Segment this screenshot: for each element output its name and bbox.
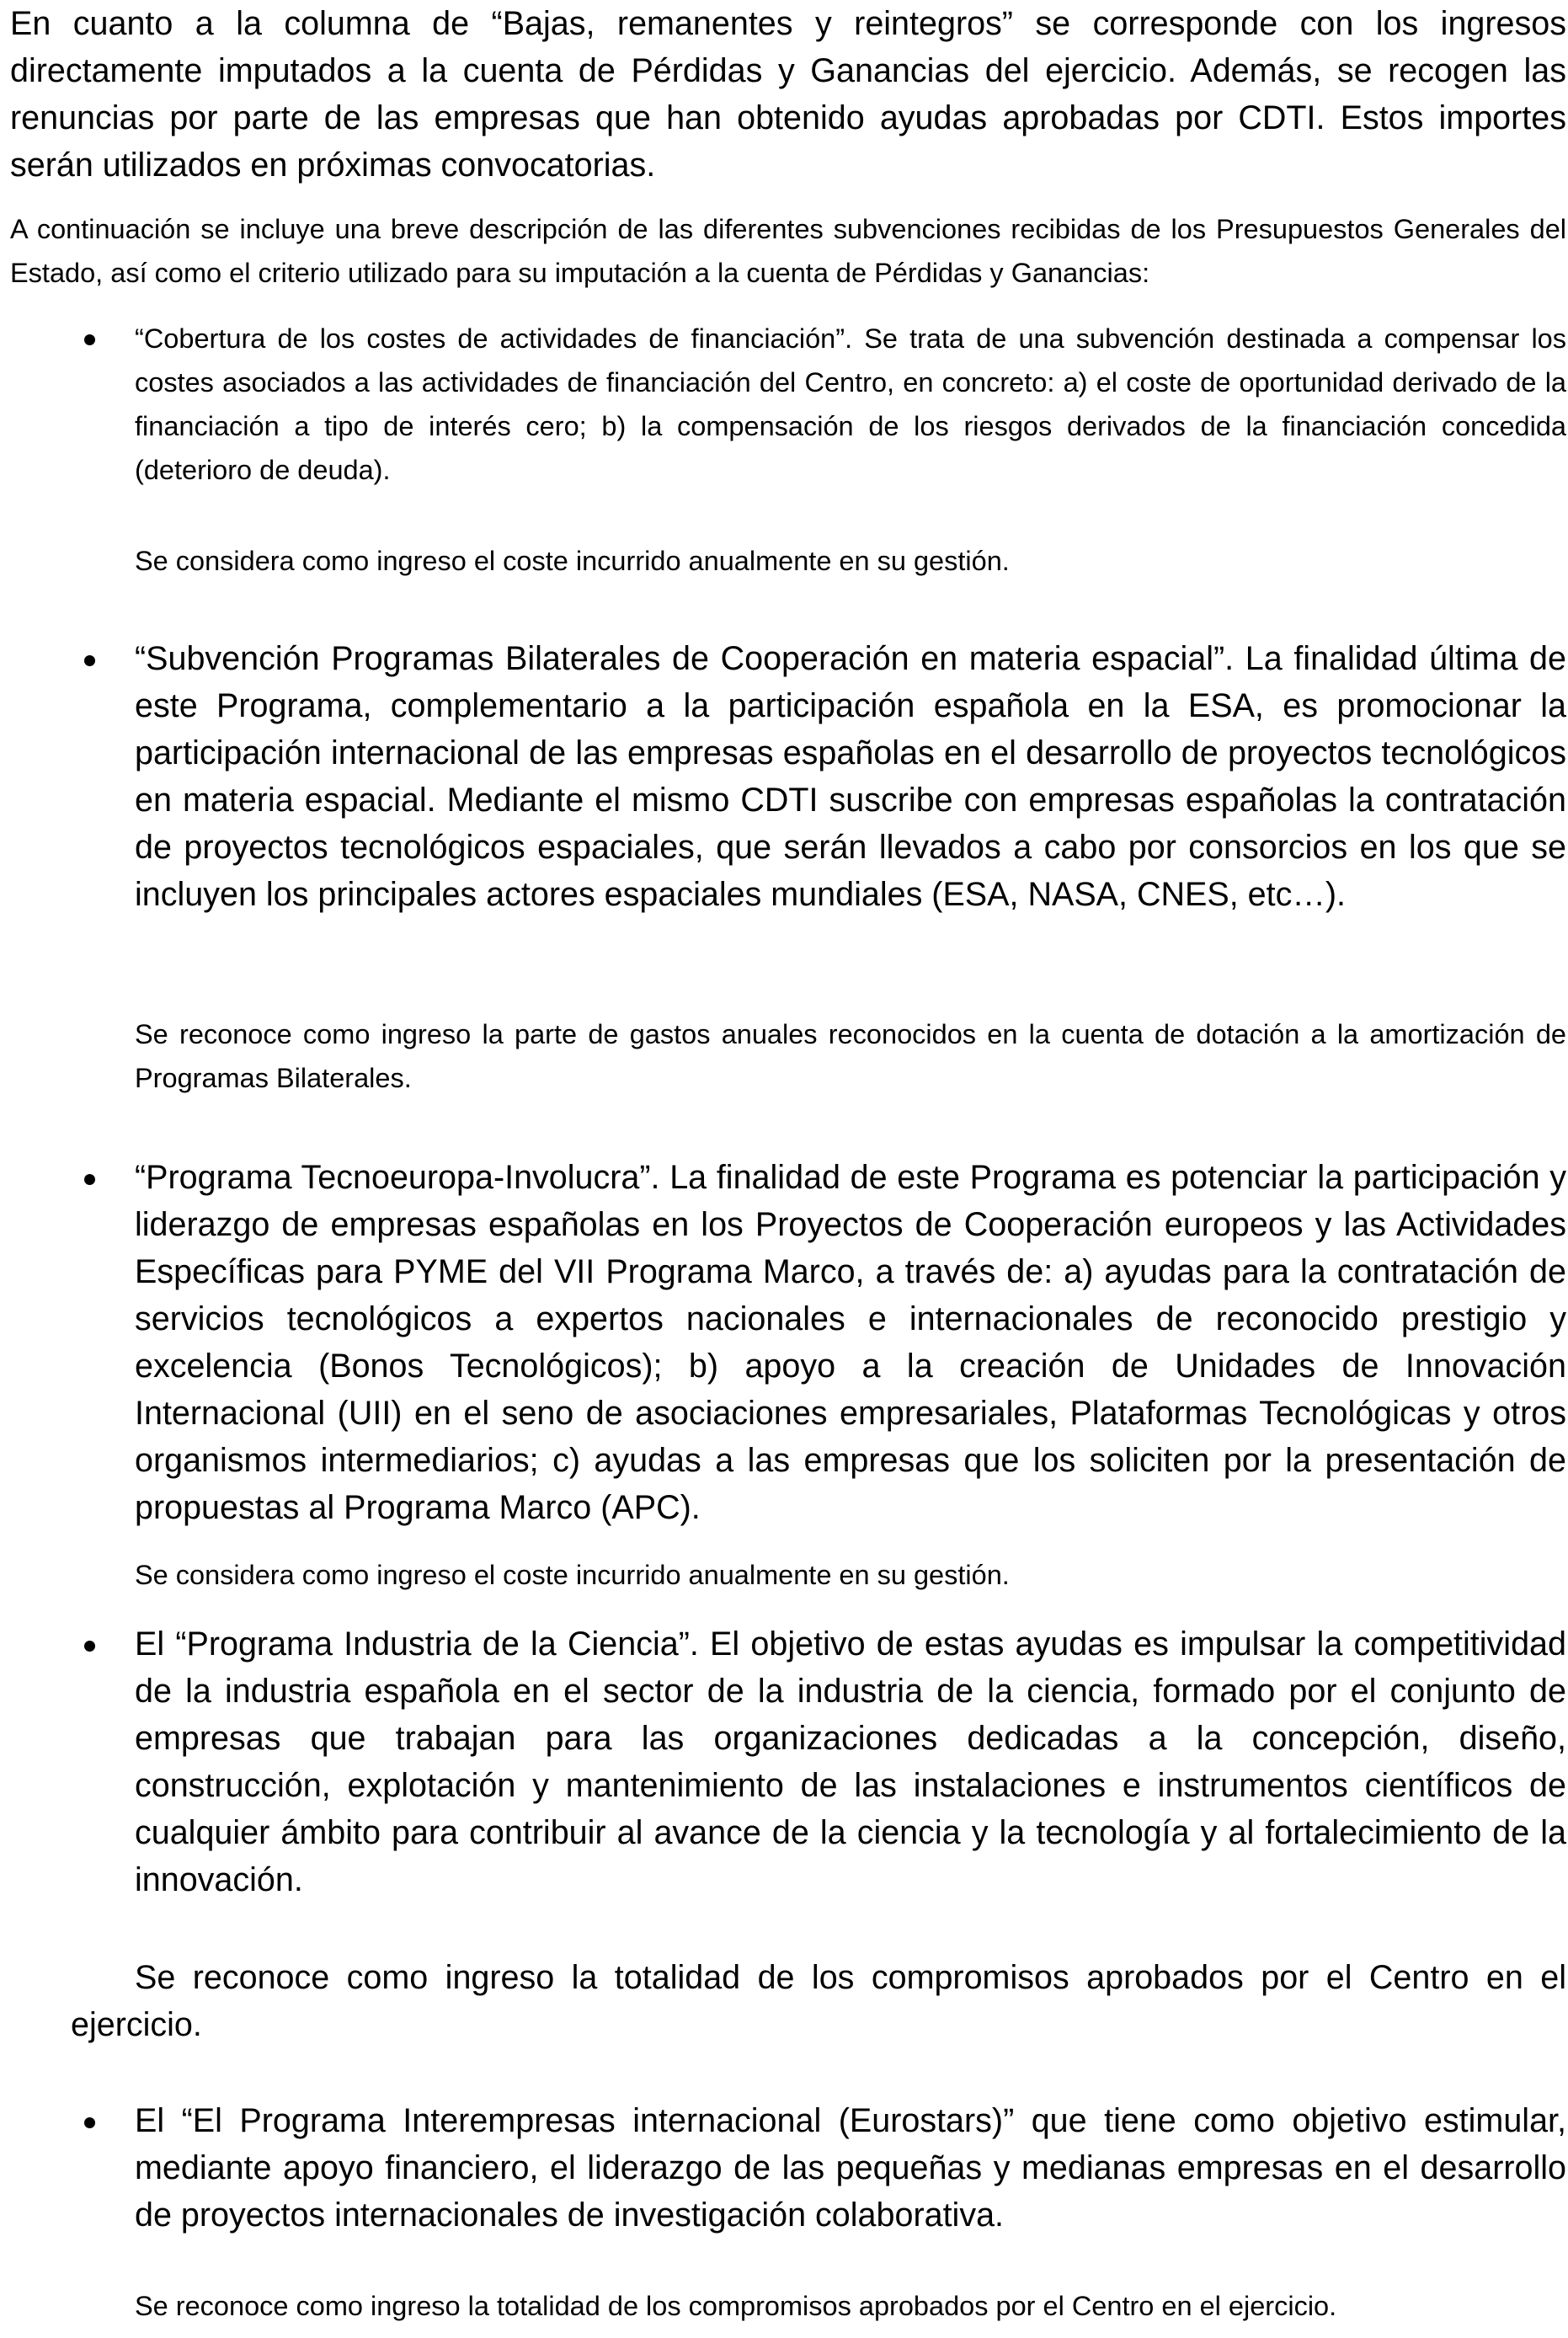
bullet-icon [84, 334, 95, 345]
bullet-icon [84, 655, 95, 666]
bullet-note: Se considera como ingreso el coste incurrido anualmente en su gestión. [135, 546, 1010, 576]
bullet-text: “Subvención Programas Bilaterales de Cooperación en materia espacial”. La finalidad última de este Programa, complementario a la participación española en la ESA, es promocionar la participación internacional de las empresas españolas en el desarrollo de proyectos tecnológicos en materia espacial. Mediante el mismo CDTI suscribe con empresas españolas la contratación de proyectos tecnológicos espaciales, que serán llevados a cabo por consorcios en los que se incluyen los principales actores espaciales mundiales (ESA, NASA, CNES, etc…). [135, 640, 1566, 913]
bullet-note: Se reconoce como ingreso la totalidad de los compromisos aprobados por el Centro en el ejercicio. [71, 1959, 1566, 2043]
bullet-note: Se considera como ingreso el coste incurrido anualmente en su gestión. [135, 1560, 1010, 1590]
bullet-icon [84, 1174, 95, 1185]
bullet-note: Se reconoce como ingreso la totalidad de los compromisos aprobados por el Centro en el ejercicio. [135, 2291, 1337, 2321]
bullet-text: El “Programa Industria de la Ciencia”. El objetivo de estas ayudas es impulsar la competitividad de la industria española en el sector de la industria de la ciencia, formado por el conjunto de empresas que trabajan para las organizaciones dedicadas a la concepción, diseño, construcción, explotación y mantenimiento de las instalaciones e instrumentos científicos de cualquier ámbito para contribuir al avance de la ciencia y la tecnología y al fortalecimiento de la innovación. [135, 1625, 1566, 1898]
bullet-icon [84, 2117, 95, 2128]
intro-paragraph: En cuanto a la columna de “Bajas, remanentes y reintegros” se corresponde con los ingresos directamente imputados a la cuenta de Pérdidas y Ganancias del ejercicio. Además, se recogen las renuncias por parte de las empresas que han obtenido ayudas aprobadas por CDTI. Estos importes serán utilizados en próximas convocatorias. [10, 5, 1566, 184]
bullet-text: “Cobertura de los costes de actividades de financiación”. Se trata de una subvención destinada a compensar los costes asociados a las actividades de financiación del Centro, en concreto: a) el coste de oportunidad derivado de la financiación a tipo de interés cero; b) la compensación de los riesgos derivados de la financiación concedida (deterioro de deuda). [135, 323, 1566, 485]
bullet-text: El “El Programa Interempresas internacional (Eurostars)” que tiene como objetivo estimular, mediante apoyo financiero, el liderazgo de las pequeñas y medianas empresas en el desarrollo de proyectos internacionales de investigación colaborativa. [135, 2102, 1566, 2234]
bullet-note: Se reconoce como ingreso la parte de gastos anuales reconocidos en la cuenta de dotación a la amortización de Programas Bilaterales. [135, 1019, 1566, 1093]
bullet-text: “Programa Tecnoeuropa-Involucra”. La finalidad de este Programa es potenciar la participación y liderazgo de empresas españolas en los Proyectos de Cooperación europeos y las Actividades Específicas para PYME del VII Programa Marco, a través de: a) ayudas para la contratación de servicios tecnológicos a expertos nacionales e internacionales de reconocido prestigio y excelencia (Bonos Tecnológicos); b) apoyo a la creación de Unidades de Innovación Internacional (UII) en el seno de asociaciones empresariales, Plataformas Tecnológicas y otros organismos intermediarios; c) ayudas a las empresas que los soliciten por la presentación de propuestas al Programa Marco (APC). [135, 1159, 1566, 1526]
lead-paragraph: A continuación se incluye una breve descripción de las diferentes subvenciones recibidas de los Presupuestos Generales del Estado, así como el criterio utilizado para su imputación a la cuenta de Pérdidas y Ganancias: [10, 214, 1566, 288]
bullet-icon [84, 1641, 95, 1652]
